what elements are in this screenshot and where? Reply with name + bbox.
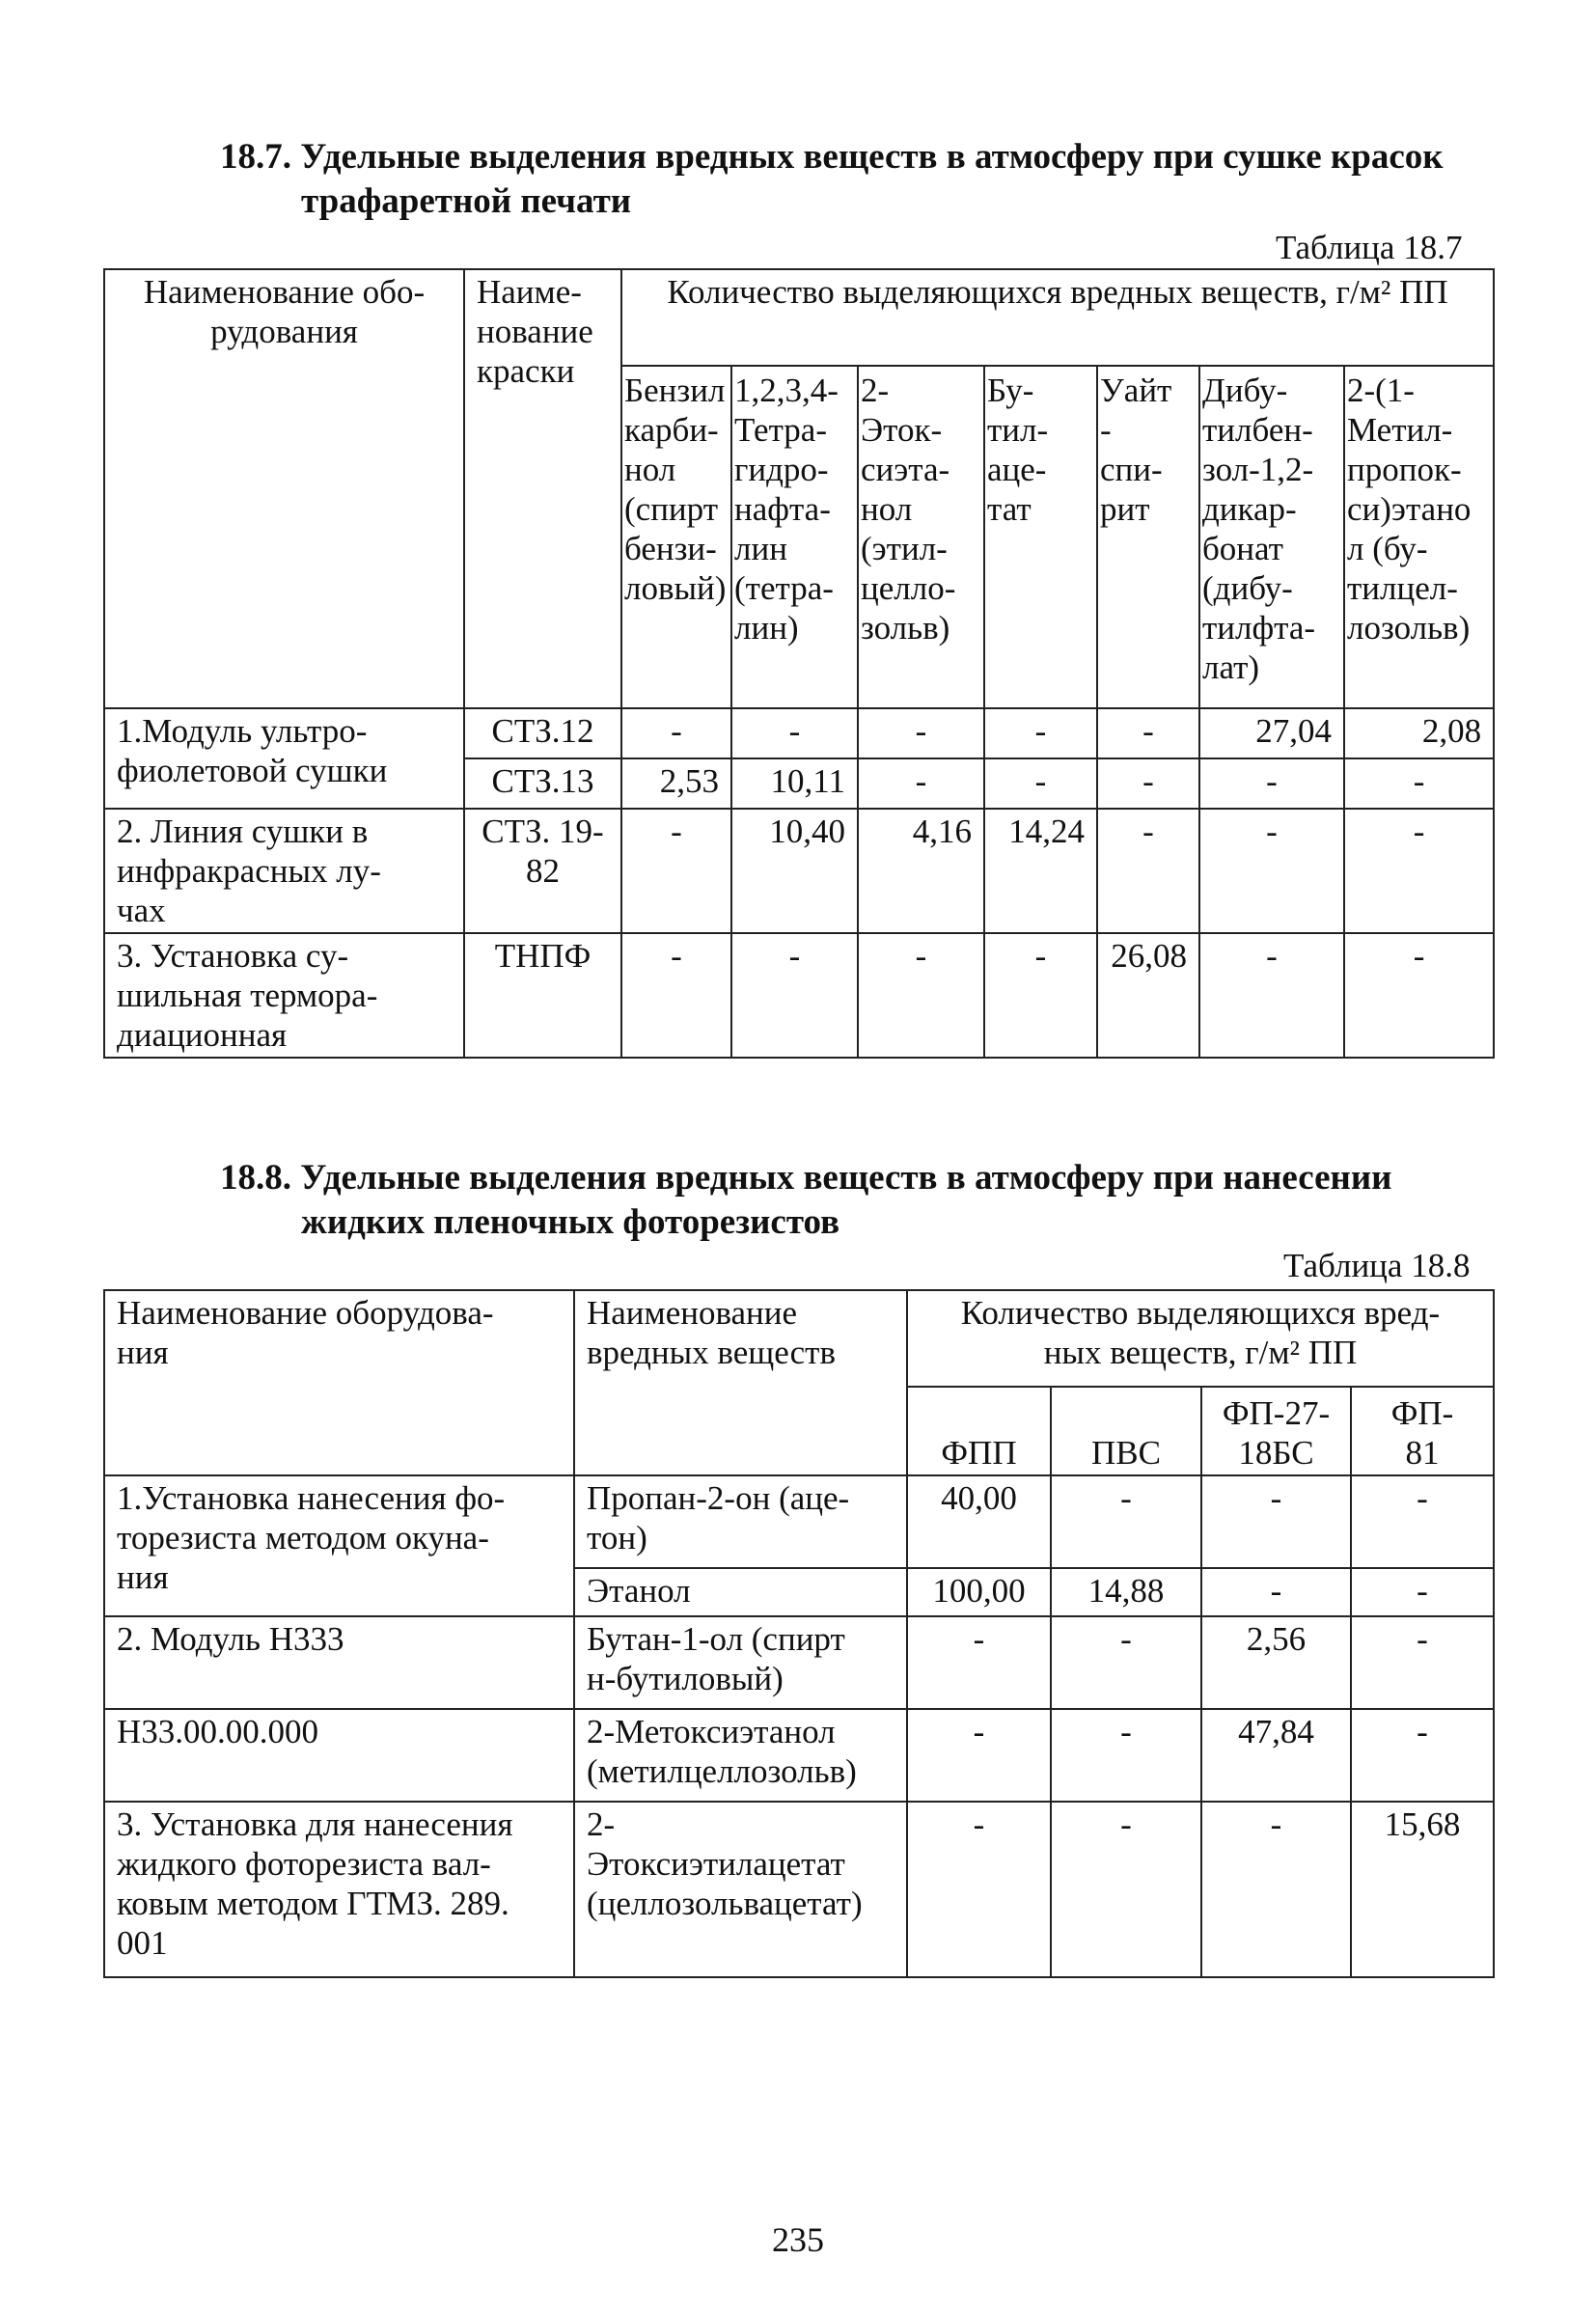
value-cell: - — [1351, 1475, 1494, 1568]
value-cell: - — [984, 708, 1097, 758]
value-cell: - — [907, 1709, 1051, 1802]
value-cell: 2,08 — [1344, 708, 1494, 758]
value-cell: - — [1051, 1616, 1201, 1709]
value-cell: - — [1351, 1616, 1494, 1709]
header-resist: ФП-27- 18БС — [1201, 1387, 1351, 1475]
value-cell: - — [1351, 1709, 1494, 1802]
value-cell: - — [907, 1802, 1051, 1977]
value-cell: 4,16 — [858, 809, 984, 933]
paint-cell: СТЗ.13 — [464, 758, 621, 809]
value-cell: - — [1199, 809, 1344, 933]
value-cell: - — [621, 933, 731, 1058]
equipment-cell: 3. Установка су- шильная термора- диационная — [104, 933, 464, 1058]
value-cell: - — [907, 1616, 1051, 1709]
paint-cell: ТНПФ — [464, 933, 621, 1058]
header-equipment: Наименование обо- рудования — [104, 269, 464, 708]
value-cell: - — [731, 933, 858, 1058]
substance-cell: 2- Этоксиэтилацетат (целлозольвацетат) — [574, 1802, 907, 1977]
header-substance: Уайт - спи- рит — [1097, 366, 1199, 708]
value-cell: 27,04 — [1199, 708, 1344, 758]
equipment-cell: 1.Установка нанесения фо- торезиста методом окуна- ния — [104, 1475, 574, 1616]
header-resist: ФП- 81 — [1351, 1387, 1494, 1475]
value-cell: - — [1199, 933, 1344, 1058]
value-cell: - — [1051, 1709, 1201, 1802]
value-cell: - — [858, 708, 984, 758]
equipment-cell: 2. Модуль Н333 — [104, 1616, 574, 1709]
value-cell: 26,08 — [1097, 933, 1199, 1058]
value-cell: - — [984, 758, 1097, 809]
header-substance: 2-(1- Метил- пропок- си)этано л (бу- тилцел- лозольв) — [1344, 366, 1494, 708]
equipment-cell: 2. Линия сушки в инфракрасных лу- чах — [104, 809, 464, 933]
title-line-2: трафаретной печати — [301, 181, 632, 221]
equipment-cell: Н33.00.00.000 — [104, 1709, 574, 1802]
header-substance: 2- Эток- сиэта- нол (этил- целло- зольв) — [858, 366, 984, 708]
header-paint: Наиме- нование краски — [464, 269, 621, 708]
value-cell: 14,24 — [984, 809, 1097, 933]
page-number: 235 — [772, 2220, 824, 2259]
header-substance: 1,2,3,4- Тетра- гидро- нафта- лин (тетра- лин) — [731, 366, 858, 708]
value-cell: 14,88 — [1051, 1568, 1201, 1616]
header-resist: ФПП — [907, 1387, 1051, 1475]
header-quantity: Количество выделяющихся вредных веществ, г/м² ПП — [621, 269, 1494, 366]
value-cell: - — [1351, 1568, 1494, 1616]
table-label-18-8: Таблица 18.8 — [1283, 1247, 1471, 1284]
substance-cell: Этанол — [574, 1568, 907, 1616]
table-row — [104, 1709, 1494, 1802]
value-cell: - — [1344, 933, 1494, 1058]
section-title-18-7 — [220, 135, 1552, 224]
value-cell: - — [1097, 809, 1199, 933]
equipment-cell: 3. Установка для нанесения жидкого фоторезиста вал- ковым методом ГТМЗ. 289. 001 — [104, 1802, 574, 1977]
value-cell: 47,84 — [1201, 1709, 1351, 1802]
value-cell: - — [1344, 758, 1494, 809]
header-substance: Бензил карби- нол (спирт бензи- ловый) — [621, 366, 731, 708]
header-resist: ПВС — [1051, 1387, 1201, 1475]
value-cell: - — [1199, 758, 1344, 809]
table-row — [104, 1475, 1494, 1568]
section-title-18-8 — [220, 1156, 1552, 1245]
title-line-1: 18.8. Удельные выделения вредных веществ в атмосферу при нанесении — [220, 1158, 1392, 1198]
header-substance: Дибу- тилбен- зол-1,2- дикар- бонат (дибу- тилфта- лат) — [1199, 366, 1344, 708]
value-cell: - — [858, 758, 984, 809]
value-cell: - — [1201, 1802, 1351, 1977]
value-cell: - — [1201, 1475, 1351, 1568]
value-cell: - — [1201, 1568, 1351, 1616]
value-cell: - — [731, 708, 858, 758]
table-18-7 — [103, 268, 1495, 1059]
value-cell: 2,53 — [621, 758, 731, 809]
value-cell: - — [1051, 1802, 1201, 1977]
value-cell: - — [984, 933, 1097, 1058]
title-line-1: 18.7. Удельные выделения вредных веществ в атмосферу при сушке красок — [220, 137, 1444, 177]
value-cell: - — [858, 933, 984, 1058]
value-cell: - — [1051, 1475, 1201, 1568]
value-cell: 10,11 — [731, 758, 858, 809]
value-cell: 40,00 — [907, 1475, 1051, 1568]
equipment-cell: 1.Модуль ультро- фиолетовой сушки — [104, 708, 464, 809]
value-cell: - — [1097, 758, 1199, 809]
title-line-2: жидких пленочных фоторезистов — [301, 1202, 840, 1242]
table-row — [104, 809, 1494, 933]
header-quantity: Количество выделяющихся вред- ных веществ, г/м² ПП — [907, 1290, 1494, 1387]
table-label-18-7: Таблица 18.7 — [1276, 229, 1463, 266]
value-cell: - — [1097, 708, 1199, 758]
value-cell: 15,68 — [1351, 1802, 1494, 1977]
value-cell: 100,00 — [907, 1568, 1051, 1616]
header-substance: Наименование вредных веществ — [574, 1290, 907, 1475]
value-cell: 10,40 — [731, 809, 858, 933]
value-cell: 2,56 — [1201, 1616, 1351, 1709]
header-equipment: Наименование оборудова- ния — [104, 1290, 574, 1475]
substance-cell: 2-Метоксиэтанол (метилцеллозольв) — [574, 1709, 907, 1802]
value-cell: - — [1344, 809, 1494, 933]
value-cell: - — [621, 809, 731, 933]
substance-cell: Бутан-1-ол (спирт н-бутиловый) — [574, 1616, 907, 1709]
paint-cell: СТЗ. 19- 82 — [464, 809, 621, 933]
table-18-8 — [103, 1289, 1495, 1978]
header-substance: Бу- тил- аце- тат — [984, 366, 1097, 708]
value-cell: - — [621, 708, 731, 758]
table-row — [104, 1802, 1494, 1977]
table-row — [104, 1616, 1494, 1709]
paint-cell: СТЗ.12 — [464, 708, 621, 758]
table-row — [104, 933, 1494, 1058]
substance-cell: Пропан-2-он (аце- тон) — [574, 1475, 907, 1568]
table-row — [104, 708, 1494, 758]
